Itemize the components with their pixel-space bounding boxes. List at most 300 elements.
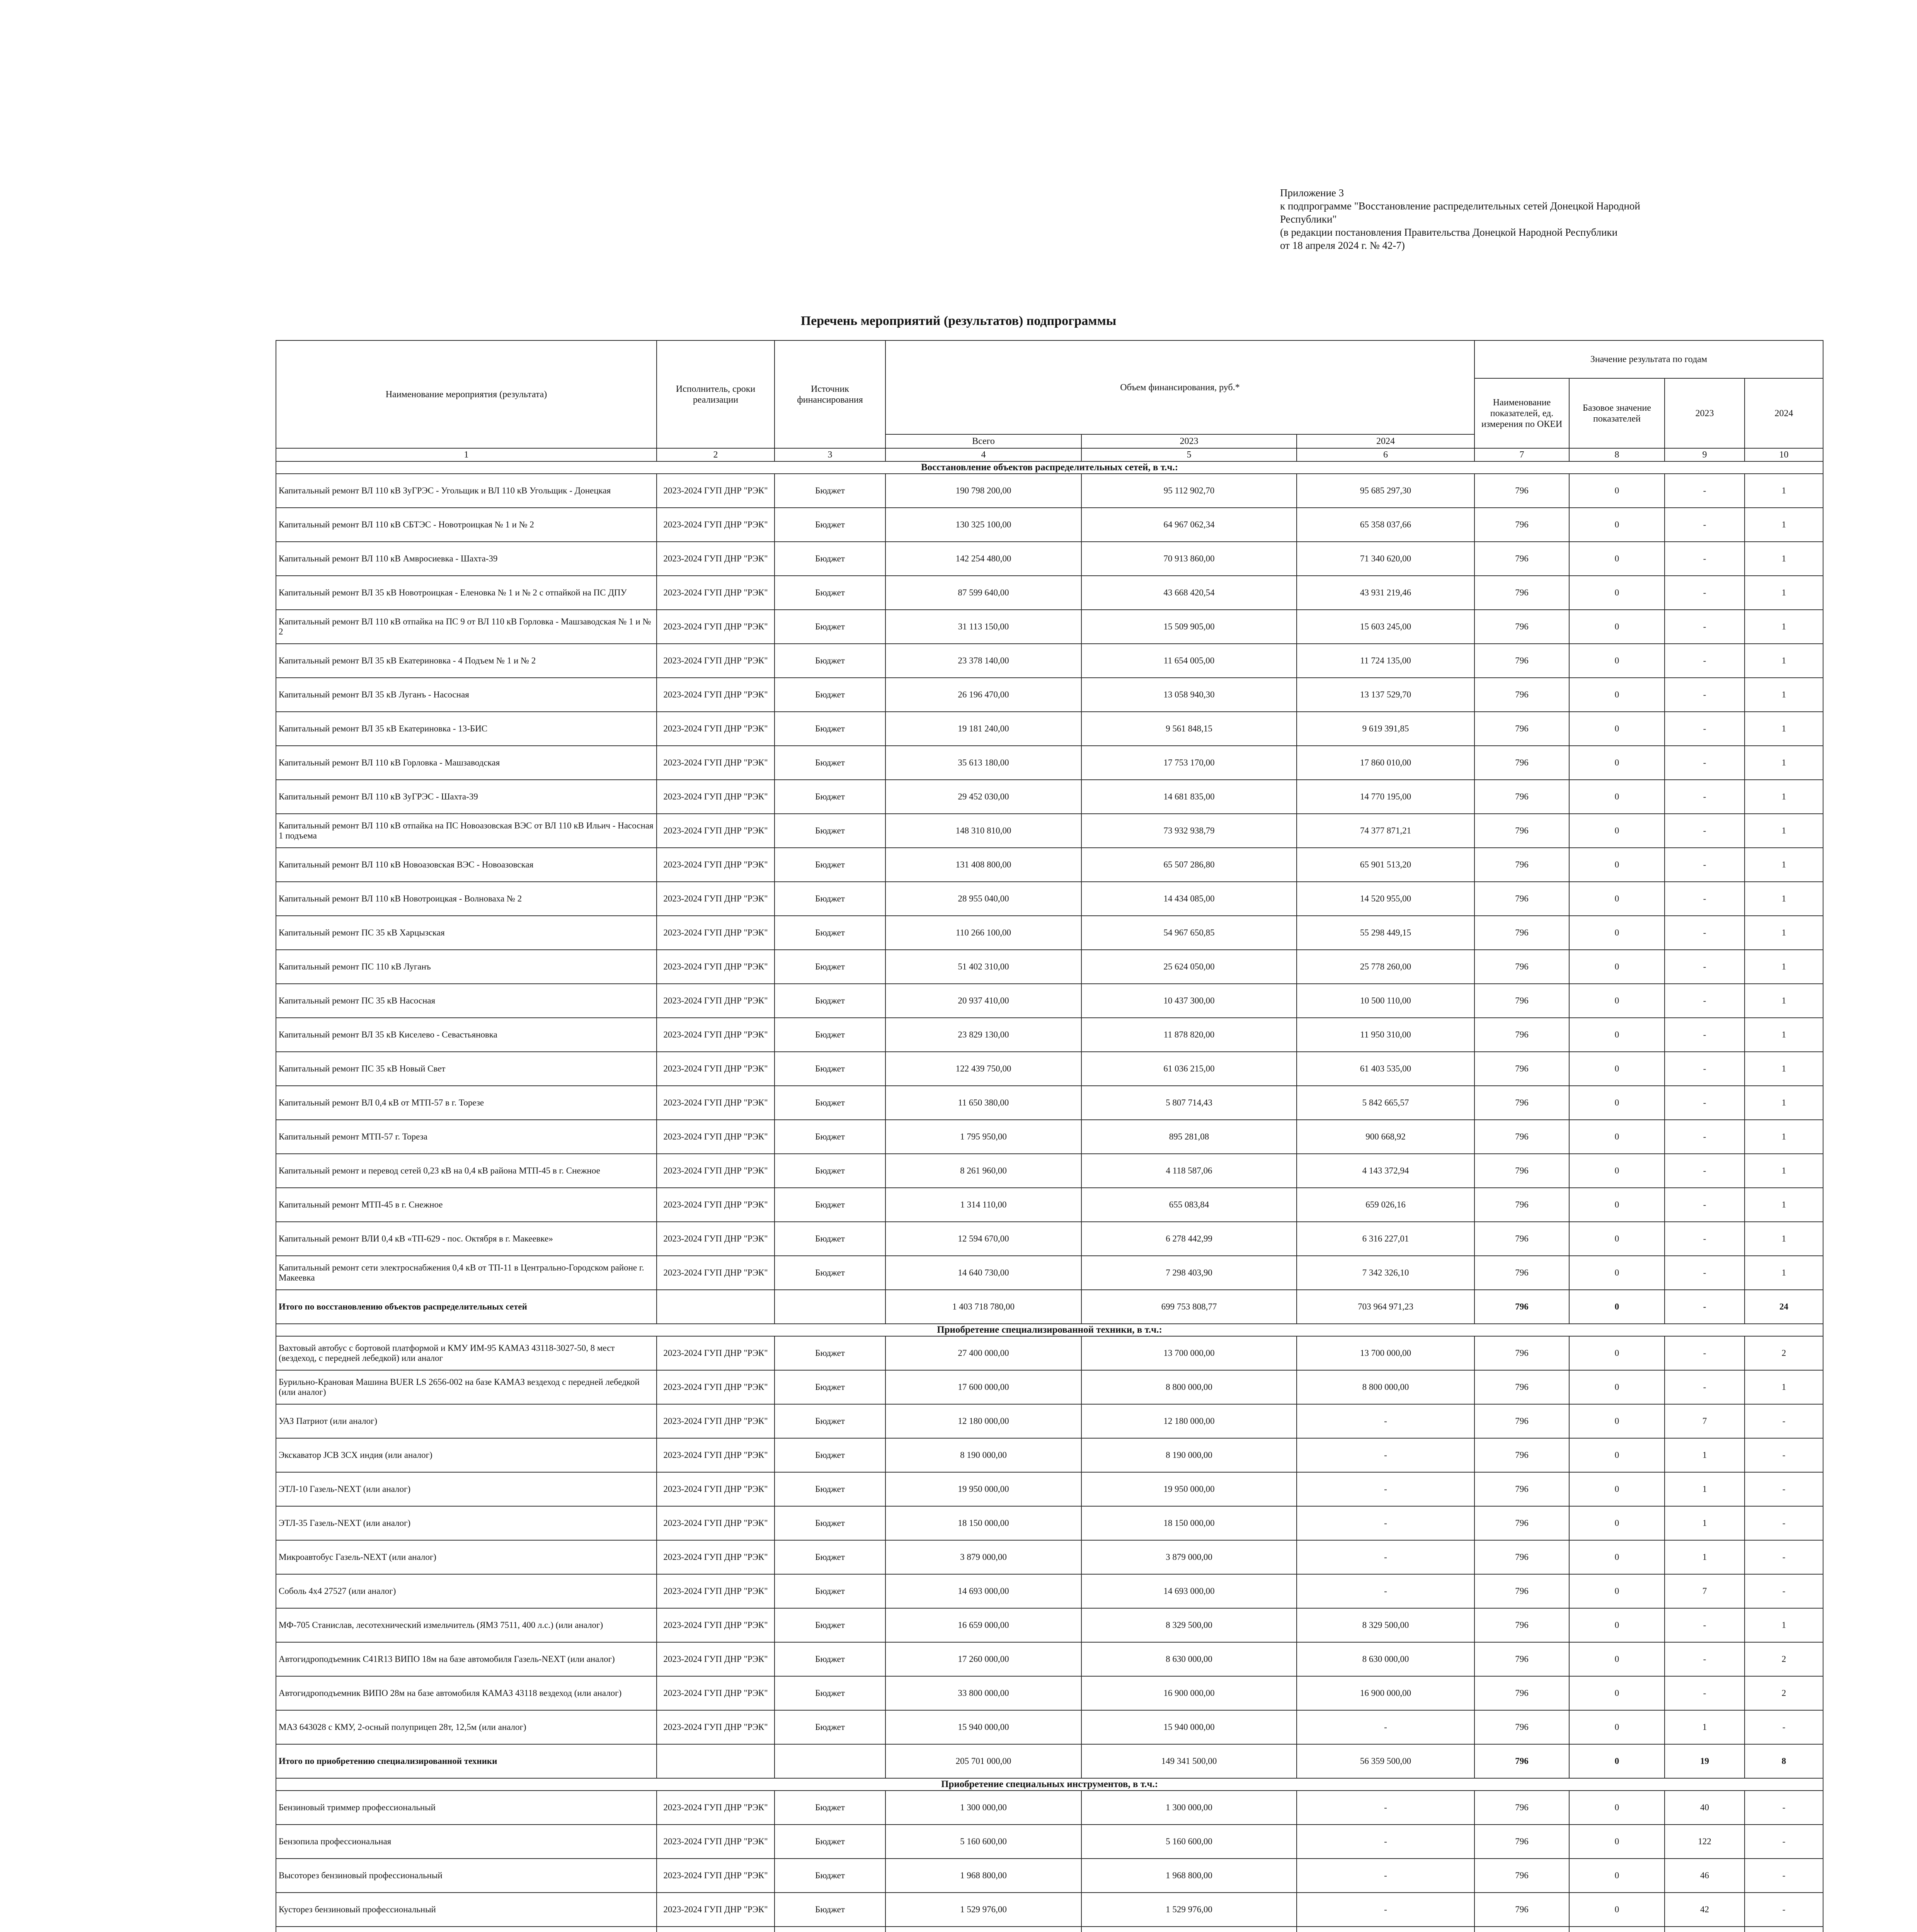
cell-y24: 1 <box>1745 848 1823 882</box>
cell-tot: 29 452 030,00 <box>885 780 1081 814</box>
cell-exec: 2023-2024 ГУП ДНР "РЭК" <box>657 1676 775 1710</box>
cell-a24: 900 668,92 <box>1297 1120 1474 1154</box>
cell-exec: 2023-2024 ГУП ДНР "РЭК" <box>657 576 775 610</box>
cell-a23: 10 437 300,00 <box>1081 984 1297 1018</box>
cell-unit: 796 <box>1474 950 1569 984</box>
cell-a23: 4 118 587,06 <box>1081 1154 1297 1188</box>
cell-y23: 122 <box>1665 1825 1745 1859</box>
cell-exec: 2023-2024 ГУП ДНР "РЭК" <box>657 984 775 1018</box>
cell-tot: 8 261 960,00 <box>885 1154 1081 1188</box>
cell-base: 0 <box>1569 848 1665 882</box>
cell-base: 0 <box>1569 1893 1665 1927</box>
cell-tot: 19 181 240,00 <box>885 712 1081 746</box>
section-title: Приобретение специальных инструментов, в т.ч.: <box>276 1778 1823 1791</box>
cell-unit: 796 <box>1474 1859 1569 1893</box>
cell-exec: 2023-2024 ГУП ДНР "РЭК" <box>657 746 775 780</box>
cell-name: Капитальный ремонт ВЛ 35 кВ Екатериновка - 4 Подъем № 1 и № 2 <box>276 644 657 678</box>
cell-exec: 2023-2024 ГУП ДНР "РЭК" <box>657 1120 775 1154</box>
cell-tot: 31 113 150,00 <box>885 610 1081 644</box>
cell-src: Бюджет <box>775 542 885 576</box>
cell-a23: 73 932 938,79 <box>1081 814 1297 848</box>
table-row <box>276 678 1823 712</box>
cell-a24: 14 770 195,00 <box>1297 780 1474 814</box>
cell-name <box>276 1927 657 1932</box>
cell-unit <box>1474 1927 1569 1932</box>
cell-exec <box>657 1290 775 1324</box>
header-finance-2024: 2024 <box>1297 434 1474 448</box>
cell-base: 0 <box>1569 984 1665 1018</box>
cell-a24: 74 377 871,21 <box>1297 814 1474 848</box>
cell-y24: 1 <box>1745 1154 1823 1188</box>
cell-tot: 15 940 000,00 <box>885 1710 1081 1744</box>
cell-tot <box>885 1927 1081 1932</box>
cell-tot: 1 300 000,00 <box>885 1791 1081 1825</box>
cell-src: Бюджет <box>775 1154 885 1188</box>
cell-a24: - <box>1297 1574 1474 1608</box>
cell-name: Капитальный ремонт ПС 35 кВ Харцызская <box>276 916 657 950</box>
cell-base: 0 <box>1569 1744 1665 1778</box>
cell-exec: 2023-2024 ГУП ДНР "РЭК" <box>657 1052 775 1086</box>
cell-unit: 796 <box>1474 1370 1569 1404</box>
cell-a24: 11 950 310,00 <box>1297 1018 1474 1052</box>
cell-name: Капитальный ремонт ВЛ 110 кВ Новотроицкая - Волноваха № 2 <box>276 882 657 916</box>
cell-name: ЭТЛ-35 Газель-NEXT (или аналог) <box>276 1506 657 1540</box>
cell-y23: - <box>1665 1188 1745 1222</box>
cell-src: Бюджет <box>775 780 885 814</box>
cell-exec <box>657 1927 775 1932</box>
cell-unit: 796 <box>1474 882 1569 916</box>
cell-y23: - <box>1665 576 1745 610</box>
cell-y23: - <box>1665 1222 1745 1256</box>
table-row <box>276 1052 1823 1086</box>
cell-y23: - <box>1665 1086 1745 1120</box>
cell-src: Бюджет <box>775 1710 885 1744</box>
table-row <box>276 1154 1823 1188</box>
cell-name: Капитальный ремонт ВЛ 110 кВ Новоазовская ВЭС - Новоазовская <box>276 848 657 882</box>
cell-a23: 61 036 215,00 <box>1081 1052 1297 1086</box>
table-row <box>276 950 1823 984</box>
cell-y23: - <box>1665 1336 1745 1370</box>
cell-name: Капитальный ремонт ВЛ 110 кВ ЗуГРЭС - Шахта-39 <box>276 780 657 814</box>
cell-name: Бурильно-Крановая Машина BUER LS 2656-002 на базе КАМАЗ вездеход с передней лебедкой (или аналог) <box>276 1370 657 1404</box>
cell-a24: 8 329 500,00 <box>1297 1608 1474 1642</box>
cell-a23: 25 624 050,00 <box>1081 950 1297 984</box>
cell-src: Бюджет <box>775 1256 885 1290</box>
table-row <box>276 1438 1823 1472</box>
cell-a23: 64 967 062,34 <box>1081 508 1297 542</box>
cell-tot: 27 400 000,00 <box>885 1336 1081 1370</box>
cell-exec: 2023-2024 ГУП ДНР "РЭК" <box>657 1574 775 1608</box>
cell-a23: 6 278 442,99 <box>1081 1222 1297 1256</box>
cell-a23: 18 150 000,00 <box>1081 1506 1297 1540</box>
cell-y24: 1 <box>1745 1120 1823 1154</box>
cell-a24: - <box>1297 1438 1474 1472</box>
cell-base: 0 <box>1569 1540 1665 1574</box>
cell-tot: 8 190 000,00 <box>885 1438 1081 1472</box>
cell-exec: 2023-2024 ГУП ДНР "РЭК" <box>657 1404 775 1438</box>
cell-base: 0 <box>1569 542 1665 576</box>
cell-y24: 1 <box>1745 508 1823 542</box>
cell-a23: 655 083,84 <box>1081 1188 1297 1222</box>
cell-a24: 61 403 535,00 <box>1297 1052 1474 1086</box>
cell-tot: 16 659 000,00 <box>885 1608 1081 1642</box>
cell-y23: 40 <box>1665 1791 1745 1825</box>
cell-base: 0 <box>1569 950 1665 984</box>
cell-base: 0 <box>1569 1188 1665 1222</box>
cell-y24 <box>1745 1927 1823 1932</box>
cell-src <box>775 1290 885 1324</box>
cell-y24: 1 <box>1745 474 1823 508</box>
cell-a24: - <box>1297 1893 1474 1927</box>
section-title: Восстановление объектов распределительных сетей, в т.ч.: <box>276 461 1823 474</box>
table-row <box>276 542 1823 576</box>
cell-name: Капитальный ремонт ВЛ 110 кВ ЗуГРЭС - Угольщик и ВЛ 110 кВ Угольщик - Донецкая <box>276 474 657 508</box>
cell-a23: 895 281,08 <box>1081 1120 1297 1154</box>
cell-tot: 17 260 000,00 <box>885 1642 1081 1676</box>
cell-base: 0 <box>1569 1222 1665 1256</box>
cell-name: Капитальный ремонт и перевод сетей 0,23 кВ на 0,4 кВ района МТП-45 в г. Снежное <box>276 1154 657 1188</box>
cell-unit: 796 <box>1474 1676 1569 1710</box>
cell-a24: - <box>1297 1859 1474 1893</box>
table-row <box>276 1404 1823 1438</box>
cell-a23: 15 940 000,00 <box>1081 1710 1297 1744</box>
cell-a24: - <box>1297 1472 1474 1506</box>
table-row <box>276 1472 1823 1506</box>
cell-exec: 2023-2024 ГУП ДНР "РЭК" <box>657 1086 775 1120</box>
cell-name: Высоторез бензиновый профессиональный <box>276 1859 657 1893</box>
cell-src: Бюджет <box>775 746 885 780</box>
cell-name: Капитальный ремонт ВЛ 110 кВ Амвросиевка - Шахта-39 <box>276 542 657 576</box>
cell-y24: 1 <box>1745 814 1823 848</box>
cell-unit: 796 <box>1474 1256 1569 1290</box>
appendix-line: (в редакции постановления Правительства Донецкой Народной Республики <box>1280 226 1618 238</box>
cell-base: 0 <box>1569 1825 1665 1859</box>
cell-y24: - <box>1745 1404 1823 1438</box>
cell-a24: 95 685 297,30 <box>1297 474 1474 508</box>
cell-y24: 2 <box>1745 1642 1823 1676</box>
cell-a24: 4 143 372,94 <box>1297 1154 1474 1188</box>
cell-unit: 796 <box>1474 1154 1569 1188</box>
cell-unit: 796 <box>1474 1290 1569 1324</box>
table-row <box>276 984 1823 1018</box>
cell-tot: 18 150 000,00 <box>885 1506 1081 1540</box>
cell-y24: 1 <box>1745 916 1823 950</box>
cell-unit: 796 <box>1474 814 1569 848</box>
cell-src: Бюджет <box>775 950 885 984</box>
cell-a23: 8 329 500,00 <box>1081 1608 1297 1642</box>
table-row <box>276 780 1823 814</box>
cell-a24: 56 359 500,00 <box>1297 1744 1474 1778</box>
cell-y23: 7 <box>1665 1404 1745 1438</box>
cell-base: 0 <box>1569 712 1665 746</box>
header-unit: Наименование показателей, ед. измерения по ОКЕИ <box>1474 378 1569 448</box>
cell-y23: - <box>1665 882 1745 916</box>
cell-a23: 12 180 000,00 <box>1081 1404 1297 1438</box>
header-total: Всего <box>885 434 1081 448</box>
cell-tot: 20 937 410,00 <box>885 984 1081 1018</box>
cell-a24: 17 860 010,00 <box>1297 746 1474 780</box>
cell-name: Экскаватор JCB 3CX индия (или аналог) <box>276 1438 657 1472</box>
table-row <box>276 848 1823 882</box>
cell-tot: 19 950 000,00 <box>885 1472 1081 1506</box>
table-row <box>276 712 1823 746</box>
cell-exec: 2023-2024 ГУП ДНР "РЭК" <box>657 916 775 950</box>
table-row <box>276 1188 1823 1222</box>
cell-a23: 7 298 403,90 <box>1081 1256 1297 1290</box>
cell-a24: 9 619 391,85 <box>1297 712 1474 746</box>
cell-tot: 190 798 200,00 <box>885 474 1081 508</box>
cell-tot: 1 403 718 780,00 <box>885 1290 1081 1324</box>
cell-exec: 2023-2024 ГУП ДНР "РЭК" <box>657 1825 775 1859</box>
cell-y24: - <box>1745 1710 1823 1744</box>
cell-base: 0 <box>1569 1574 1665 1608</box>
cell-src: Бюджет <box>775 848 885 882</box>
cell-unit: 796 <box>1474 474 1569 508</box>
cell-a23: 11 878 820,00 <box>1081 1018 1297 1052</box>
header-base: Базовое значение показателей <box>1569 378 1665 448</box>
header-executor: Исполнитель, сроки реализации <box>657 340 775 448</box>
table-row <box>276 1540 1823 1574</box>
table-row <box>276 1574 1823 1608</box>
cell-unit: 796 <box>1474 542 1569 576</box>
cell-base: 0 <box>1569 1370 1665 1404</box>
cell-base: 0 <box>1569 1438 1665 1472</box>
cell-src: Бюджет <box>775 1791 885 1825</box>
cell-exec: 2023-2024 ГУП ДНР "РЭК" <box>657 814 775 848</box>
cell-tot: 12 594 670,00 <box>885 1222 1081 1256</box>
cell-unit: 796 <box>1474 1472 1569 1506</box>
cell-tot: 51 402 310,00 <box>885 950 1081 984</box>
cell-y24: 1 <box>1745 1222 1823 1256</box>
cell-src: Бюджет <box>775 1506 885 1540</box>
cell-unit: 796 <box>1474 848 1569 882</box>
table-row <box>276 474 1823 508</box>
cell-name: Капитальный ремонт МТП-57 г. Тореза <box>276 1120 657 1154</box>
cell-a24: 13 137 529,70 <box>1297 678 1474 712</box>
cell-tot: 3 879 000,00 <box>885 1540 1081 1574</box>
cell-unit: 796 <box>1474 780 1569 814</box>
measures-table <box>276 340 1823 1932</box>
cell-base: 0 <box>1569 1120 1665 1154</box>
cell-tot: 11 650 380,00 <box>885 1086 1081 1120</box>
cell-exec: 2023-2024 ГУП ДНР "РЭК" <box>657 1506 775 1540</box>
table-row <box>276 1336 1823 1370</box>
cell-name: Капитальный ремонт ПС 110 кВ Луганъ <box>276 950 657 984</box>
subtotal-row <box>276 1927 1823 1932</box>
column-number: 10 <box>1745 448 1823 461</box>
cell-exec: 2023-2024 ГУП ДНР "РЭК" <box>657 780 775 814</box>
cell-exec: 2023-2024 ГУП ДНР "РЭК" <box>657 1859 775 1893</box>
cell-src: Бюджет <box>775 1893 885 1927</box>
cell-unit: 796 <box>1474 1438 1569 1472</box>
cell-exec <box>657 1744 775 1778</box>
cell-src: Бюджет <box>775 712 885 746</box>
section-header-row <box>276 1778 1823 1791</box>
cell-base: 0 <box>1569 1472 1665 1506</box>
cell-a23: 16 900 000,00 <box>1081 1676 1297 1710</box>
cell-unit: 796 <box>1474 916 1569 950</box>
cell-exec: 2023-2024 ГУП ДНР "РЭК" <box>657 848 775 882</box>
cell-a23: 65 507 286,80 <box>1081 848 1297 882</box>
appendix-line: от 18 апреля 2024 г. № 42-7) <box>1280 240 1405 251</box>
cell-a24: 10 500 110,00 <box>1297 984 1474 1018</box>
cell-unit: 796 <box>1474 1710 1569 1744</box>
cell-y23: - <box>1665 1154 1745 1188</box>
cell-exec: 2023-2024 ГУП ДНР "РЭК" <box>657 712 775 746</box>
cell-y24: 1 <box>1745 984 1823 1018</box>
cell-y24: 1 <box>1745 780 1823 814</box>
cell-src <box>775 1744 885 1778</box>
table-row <box>276 1710 1823 1744</box>
cell-y23: - <box>1665 610 1745 644</box>
table-row <box>276 1370 1823 1404</box>
table-row <box>276 1506 1823 1540</box>
cell-exec: 2023-2024 ГУП ДНР "РЭК" <box>657 1018 775 1052</box>
cell-name: Итого по восстановлению объектов распределительных сетей <box>276 1290 657 1324</box>
cell-base: 0 <box>1569 1336 1665 1370</box>
cell-exec: 2023-2024 ГУП ДНР "РЭК" <box>657 1710 775 1744</box>
cell-tot: 1 314 110,00 <box>885 1188 1081 1222</box>
cell-y23: 1 <box>1665 1438 1745 1472</box>
cell-y23: - <box>1665 814 1745 848</box>
cell-y23: - <box>1665 712 1745 746</box>
cell-unit: 796 <box>1474 1893 1569 1927</box>
cell-y24: - <box>1745 1506 1823 1540</box>
cell-tot: 12 180 000,00 <box>885 1404 1081 1438</box>
table-row <box>276 1676 1823 1710</box>
table-row <box>276 1791 1823 1825</box>
cell-src: Бюджет <box>775 1825 885 1859</box>
cell-tot: 110 266 100,00 <box>885 916 1081 950</box>
document-title: Перечень мероприятий (результатов) подпрограммы <box>800 314 1117 328</box>
table-row <box>276 576 1823 610</box>
cell-exec: 2023-2024 ГУП ДНР "РЭК" <box>657 950 775 984</box>
column-number: 5 <box>1081 448 1297 461</box>
cell-y24: 1 <box>1745 746 1823 780</box>
cell-a23: 9 561 848,15 <box>1081 712 1297 746</box>
cell-src: Бюджет <box>775 984 885 1018</box>
cell-a23 <box>1081 1927 1297 1932</box>
cell-src <box>775 1927 885 1932</box>
cell-a23: 8 630 000,00 <box>1081 1642 1297 1676</box>
cell-y23: 42 <box>1665 1893 1745 1927</box>
cell-a23: 5 807 714,43 <box>1081 1086 1297 1120</box>
cell-name: Капитальный ремонт ВЛ 35 кВ Новотроицкая - Еленовка № 1 и № 2 с отпайкой на ПС ДПУ <box>276 576 657 610</box>
cell-tot: 35 613 180,00 <box>885 746 1081 780</box>
cell-unit: 796 <box>1474 576 1569 610</box>
cell-a23: 1 300 000,00 <box>1081 1791 1297 1825</box>
cell-a24: - <box>1297 1825 1474 1859</box>
cell-a24: 7 342 326,10 <box>1297 1256 1474 1290</box>
cell-name: Капитальный ремонт ВЛ 35 кВ Киселево - Севастьяновка <box>276 1018 657 1052</box>
cell-unit: 796 <box>1474 1188 1569 1222</box>
cell-tot: 205 701 000,00 <box>885 1744 1081 1778</box>
cell-src: Бюджет <box>775 1676 885 1710</box>
cell-exec: 2023-2024 ГУП ДНР "РЭК" <box>657 542 775 576</box>
header-finance: Объем финансирования, руб.* <box>885 340 1474 434</box>
section-header-row <box>276 1324 1823 1336</box>
table-row <box>276 1893 1823 1927</box>
cell-name: Капитальный ремонт ВЛ 110 кВ СБТЭС - Новотроицкая № 1 и № 2 <box>276 508 657 542</box>
table-row <box>276 1222 1823 1256</box>
cell-base: 0 <box>1569 610 1665 644</box>
column-number: 3 <box>775 448 885 461</box>
cell-a24: 13 700 000,00 <box>1297 1336 1474 1370</box>
cell-base: 0 <box>1569 1506 1665 1540</box>
cell-unit: 796 <box>1474 508 1569 542</box>
cell-src: Бюджет <box>775 474 885 508</box>
cell-a24: 15 603 245,00 <box>1297 610 1474 644</box>
cell-y24: 1 <box>1745 610 1823 644</box>
cell-tot: 1 795 950,00 <box>885 1120 1081 1154</box>
cell-name: Вахтовый автобус с бортовой платформой и КМУ ИМ-95 КАМАЗ 43118-3027-50, 8 мест (вездеход, с передней лебедкой) или аналог <box>276 1336 657 1370</box>
cell-base <box>1569 1927 1665 1932</box>
cell-a23: 17 753 170,00 <box>1081 746 1297 780</box>
cell-src: Бюджет <box>775 508 885 542</box>
cell-y23 <box>1665 1927 1745 1932</box>
cell-tot: 5 160 600,00 <box>885 1825 1081 1859</box>
cell-unit: 796 <box>1474 644 1569 678</box>
cell-base: 0 <box>1569 576 1665 610</box>
cell-y24: 1 <box>1745 1256 1823 1290</box>
cell-y24: - <box>1745 1825 1823 1859</box>
cell-a24: - <box>1297 1710 1474 1744</box>
table-row <box>276 1859 1823 1893</box>
cell-tot: 28 955 040,00 <box>885 882 1081 916</box>
column-number: 1 <box>276 448 657 461</box>
cell-unit: 796 <box>1474 1825 1569 1859</box>
cell-a23: 13 700 000,00 <box>1081 1336 1297 1370</box>
appendix-line: Приложение 3 <box>1280 187 1344 199</box>
cell-exec: 2023-2024 ГУП ДНР "РЭК" <box>657 1188 775 1222</box>
cell-name: Кусторез бензиновый профессиональный <box>276 1893 657 1927</box>
cell-base: 0 <box>1569 474 1665 508</box>
cell-base: 0 <box>1569 1710 1665 1744</box>
cell-src: Бюджет <box>775 1222 885 1256</box>
cell-name: Капитальный ремонт сети электроснабжения 0,4 кВ от ТП-11 в Центрально-Городском районе г. Макеевка <box>276 1256 657 1290</box>
cell-y24: 1 <box>1745 882 1823 916</box>
cell-y23: 1 <box>1665 1710 1745 1744</box>
cell-src: Бюджет <box>775 1370 885 1404</box>
cell-src: Бюджет <box>775 1642 885 1676</box>
cell-exec: 2023-2024 ГУП ДНР "РЭК" <box>657 1608 775 1642</box>
cell-y23: 19 <box>1665 1744 1745 1778</box>
cell-unit: 796 <box>1474 1791 1569 1825</box>
appendix-note <box>1280 186 1860 252</box>
cell-a23: 54 967 650,85 <box>1081 916 1297 950</box>
cell-y23: 7 <box>1665 1574 1745 1608</box>
cell-y23: - <box>1665 1018 1745 1052</box>
cell-a23: 13 058 940,30 <box>1081 678 1297 712</box>
appendix-line: Республики" <box>1280 213 1337 225</box>
cell-a23: 15 509 905,00 <box>1081 610 1297 644</box>
cell-exec: 2023-2024 ГУП ДНР "РЭК" <box>657 1256 775 1290</box>
cell-y24: 8 <box>1745 1744 1823 1778</box>
cell-exec: 2023-2024 ГУП ДНР "РЭК" <box>657 882 775 916</box>
cell-src: Бюджет <box>775 1052 885 1086</box>
cell-a24: 703 964 971,23 <box>1297 1290 1474 1324</box>
cell-y24: - <box>1745 1574 1823 1608</box>
cell-y24: 1 <box>1745 712 1823 746</box>
cell-base: 0 <box>1569 678 1665 712</box>
cell-a24: 43 931 219,46 <box>1297 576 1474 610</box>
cell-y23: - <box>1665 644 1745 678</box>
cell-unit: 796 <box>1474 1404 1569 1438</box>
cell-y23: - <box>1665 474 1745 508</box>
header-result-2024: 2024 <box>1745 378 1823 448</box>
cell-name: Капитальный ремонт ВЛ 110 кВ Горловка - Машзаводская <box>276 746 657 780</box>
cell-y24: 1 <box>1745 950 1823 984</box>
